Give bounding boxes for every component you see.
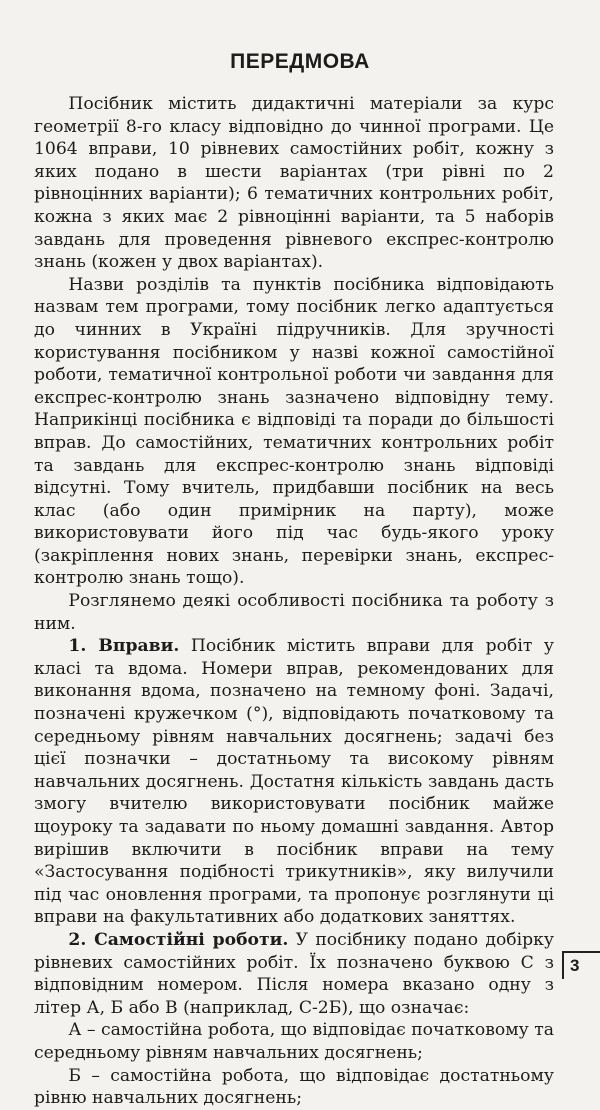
section-heading-independent-works: 2. Самостійні роботи. — [68, 929, 289, 950]
paragraph-intro: Посібник містить дидактичні матеріали за курс геометрії 8-го класу відповідно до чинної програми. Це 1064 вправи, 10 рівневих самостійних робіт, кожну з яких подано в шести варіантах (три рівні по 2 рівноцінних варіанти); 6 тематичних контрольних робіт, кожна з яких має 2 рівноцінні варіанти, та 5 наборів завдань для проведення рівневого експрес-контролю знань (кожен у двох варіантах). — [34, 94, 554, 273]
page-number: 3 — [562, 951, 600, 979]
paragraph-features: Розглянемо деякі особливості посібника та роботу з ним. — [34, 591, 554, 634]
body-text — [34, 93, 554, 1110]
paragraph-level-a: А – самостійна робота, що відповідає початковому та середньому рівням навчальних досягнень; — [34, 1020, 554, 1063]
paragraph-sections: Назви розділів та пунктів посібника відповідають назвам тем програми, тому посібник легко адаптується до чинних в Україні підручників. Для зручності користування посібником у назві кожної самостійної роботи, тематичної контрольної роботи чи завдання для експрес-контролю знань зазначено відповідну тему. Наприкінці посібника є відповіді та поради до більшості вправ. До самостійних, тематичних контрольних робіт та завдань для експрес-контролю знань відповіді відсутні. Тому вчитель, придбавши посібник на весь клас (або один примірник на парту), може використовувати його під час будь-якого уроку (закріплення нових знань, перевірки знань, експрес-контролю знань тощо). — [34, 274, 554, 589]
paragraph-level-b: Б – самостійна робота, що відповідає достатньому рівню навчальних досягнень; — [34, 1065, 554, 1109]
paragraph-independent-works: 2. Самостійні роботи. У посібнику подано добірку рівневих самостійних робіт. Їх позначено буквою С з відповідним номером. Після номера вказано одну з літер А, Б або В (наприклад, С-2Б), що означає: — [34, 929, 554, 1018]
paragraph-exercises: 1. Вправи. Посібник містить вправи для робіт у класі та вдома. Номери вправ, рекомендованих для виконання вдома, позначено на темному фоні. Задачі, позначені кружечком (°), відповідають початковому та середньому рівням навчальних досягнень; задачі без цієї позначки – достатньому та високому рівням навчальних досягнень. Достатня кількість завдань дасть змогу вчителю використовувати посібник майже щоуроку та задавати по ньому домашні завдання. Автор вирішив включити в посібник вправи на тему «Застосування подібності трикутників», яку вилучили під час оновлення програми, та пропонує розглянути ці вправи на факультативних або додаткових заняттях. — [34, 636, 554, 928]
page-title: ПЕРЕДМОВА — [230, 50, 370, 73]
section-heading-exercises: 1. Вправи. — [68, 636, 180, 657]
